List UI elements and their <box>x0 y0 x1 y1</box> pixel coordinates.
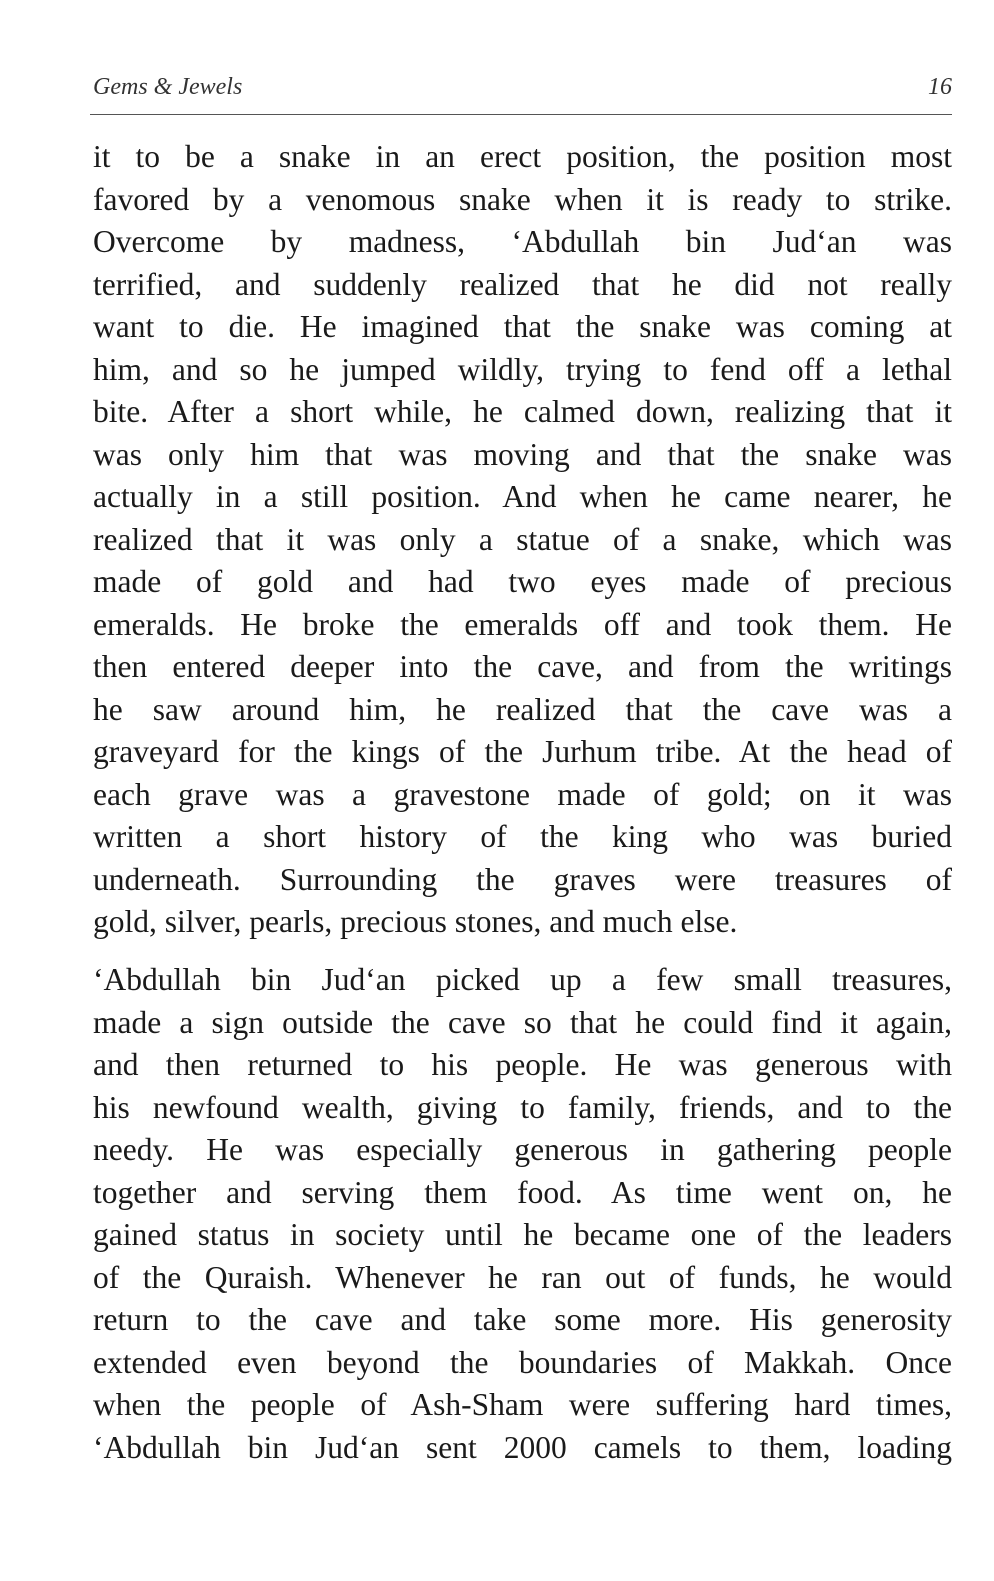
text-line: want to die. He imagined that the snake was coming at <box>93 309 952 344</box>
text-line: him, and so he jumped wildly, trying to fend off a lethal <box>93 351 952 387</box>
text-line: graveyard for the kings of the Jurhum tribe. At the head of <box>93 734 952 769</box>
text-line: made a sign outside the cave so that he could find it again, <box>93 1004 952 1040</box>
text-line: and then returned to his people. He was generous with <box>93 1047 952 1082</box>
text-line: together and serving them food. As time went on, he <box>93 1174 952 1210</box>
paragraph-1 <box>93 136 952 944</box>
text-line: needy. He was especially generous in gathering people <box>93 1132 952 1167</box>
text-line: ‘Abdullah bin Jud‘an sent 2000 camels to them, loading <box>93 1429 952 1465</box>
text-line: terrified, and suddenly realized that he did not really <box>93 266 952 302</box>
text-line: favored by a venomous snake when it is ready to strike. <box>93 181 952 217</box>
text-line: emeralds. He broke the emeralds off and took them. He <box>93 606 952 642</box>
text-line: gold, silver, pearls, precious stones, and much else. <box>93 904 738 939</box>
text-line: he saw around him, he realized that the cave was a <box>93 691 952 727</box>
text-line: underneath. Surrounding the graves were treasures of <box>93 861 952 897</box>
text-line: bite. After a short while, he calmed down, realizing that it <box>93 394 952 429</box>
text-line: written a short history of the king who was buried <box>93 819 952 854</box>
page-number: 16 <box>928 74 952 100</box>
paragraph-2 <box>93 959 952 1469</box>
text-line: was only him that was moving and that the snake was <box>93 436 952 472</box>
text-line: actually in a still position. And when he came nearer, he <box>93 479 952 514</box>
text-line: extended even beyond the boundaries of Makkah. Once <box>93 1344 952 1380</box>
text-line: gained status in society until he became one of the leaders <box>93 1217 952 1252</box>
text-line: when the people of Ash-Sham were suffering hard times, <box>93 1387 952 1422</box>
text-line: his newfound wealth, giving to family, friends, and to the <box>93 1089 952 1125</box>
running-header <box>93 74 952 104</box>
text-line: return to the cave and take some more. His generosity <box>93 1302 952 1337</box>
text-line: Overcome by madness, ‘Abdullah bin Jud‘an was <box>93 224 952 259</box>
header-rule <box>90 114 952 115</box>
text-line: realized that it was only a statue of a snake, which was <box>93 521 952 557</box>
text-line: it to be a snake in an erect position, the position most <box>93 139 952 174</box>
text-line: of the Quraish. Whenever he ran out of funds, he would <box>93 1259 952 1295</box>
text-line: then entered deeper into the cave, and from the writings <box>93 649 952 684</box>
text-line: made of gold and had two eyes made of precious <box>93 564 952 599</box>
text-line: ‘Abdullah bin Jud‘an picked up a few small treasures, <box>93 962 952 997</box>
book-title: Gems & Jewels <box>93 74 243 100</box>
text-line: each grave was a gravestone made of gold; on it was <box>93 776 952 812</box>
